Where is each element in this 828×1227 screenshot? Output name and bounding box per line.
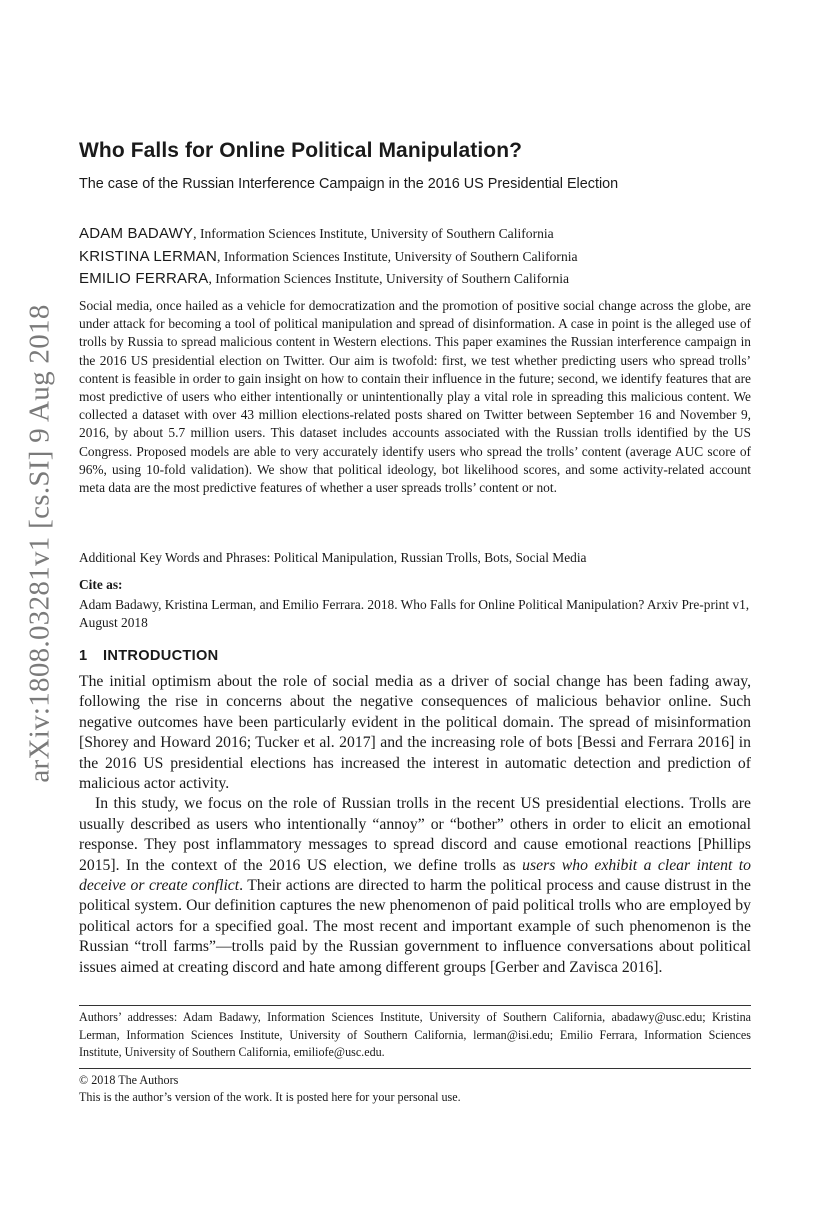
author-entry: [79, 268, 578, 291]
paper-title: Who Falls for Online Political Manipulation?: [79, 139, 523, 162]
copyright-notice: © 2018 The Authors: [79, 1073, 179, 1087]
paper-subtitle: The case of the Russian Interference Campaign in the 2016 US Presidential Election: [79, 176, 619, 192]
cite-heading: Cite as:: [79, 577, 123, 592]
intro-text: In this study, we focus on the role of Russian trolls in the recent US presidential elections. Trolls are usually described as users who intentionally “annoy” or “bother” others in order to elicit an emotional response. They post inflammatory messages to spread discord and cause emotional reactions [Phillips 2015]. In the context of the 2016 US election, we define trolls as: [79, 795, 751, 874]
copyright-divider: [79, 1068, 751, 1069]
footnote-divider: [79, 1005, 751, 1006]
section-title: INTRODUCTION: [103, 648, 219, 664]
abstract: Social media, once hailed as a vehicle for democratization and the promotion of positive social change across the globe, are under attack for becoming a tool of political manipulation and spread of disinformation. A case in point is the alleged use of trolls by Russia to spread malicious content in Western elections. This paper examines the Russian interference campaign in the 2016 US presidential election on Twitter. Our aim is twofold: first, we test whether predicting users who spread trolls’ content is feasible in order to gain insight on how to contain their influence in the future; second, we identify features that are most predictive of users who either intentionally or unintentionally play a vital role in spreading this malicious content. We collected a dataset with over 43 million elections-related posts shared on Twitter between September 16 and November 9, 2016, by about 5.7 million users. This dataset includes accounts associated with the Russian trolls identified by the US Congress. Proposed models are able to very accurately identify users who spread the trolls’ content (average AUC score of 96%, using 10-fold validation). We show that political ideology, bot likelihood scores, and some activity-related account meta data are the most predictive features of whether a user spreads trolls’ content or not.: [79, 298, 751, 496]
citation-text: Adam Badawy, Kristina Lerman, and Emilio Ferrara. 2018. Who Falls for Online Political Manipulation? Arxiv Pre-print v1, August 2018: [79, 597, 750, 631]
author-name: ADAM BADAWY: [79, 225, 194, 242]
trolls-definition-emphasis: users who exhibit a clear intent to deceive or create conflict: [79, 856, 751, 895]
author-affiliation: , Information Sciences Institute, University of Southern California: [208, 271, 570, 286]
introduction-body: [79, 672, 751, 978]
author-entry: [79, 223, 578, 246]
authors-addresses-footnote: Authors’ addresses: Adam Badawy, Information Sciences Institute, University of Southern California, abadawy@usc.edu; Kristina Lerman, Information Sciences Institute, University of Southern California, lerman@isi.edu; Emilio Ferrara, Information Sciences Institute, University of Southern California, emiliofe@usc.edu.: [79, 1010, 751, 1060]
intro-text: . Their actions are directed to harm the political process and cause distrust in the political system. Our definition captures the new phenomenon of paid political trolls who are employed by political actors for a specified goal. The most recent and important example of such phenomenon is the Russian “troll farms”—trolls paid by the Russian government to influence conversations about political issues aimed at creating discord and hate among different groups [Gerber and Zavisca 2016].: [79, 877, 751, 976]
author-entry: [79, 246, 578, 269]
section-heading: [79, 648, 218, 664]
author-name: KRISTINA LERMAN: [79, 247, 218, 265]
arxiv-id-text: arXiv:1808.03281v1 [cs.SI] 9 Aug 2018: [23, 303, 56, 783]
author-list: [79, 223, 578, 291]
version-note: This is the author’s version of the work. It is posted here for your personal use.: [79, 1090, 461, 1104]
intro-paragraph: The initial optimism about the role of social media as a driver of social change has been fading away, following the rise in concerns about the negative consequences of malicious behavior online. Such negative outcomes have been particularly evident in the political domain. The spread of misinformation [Shorey and Howard 2016; Tucker et al. 2017] and the increasing role of bots [Bessi and Ferrara 2016] in the 2016 US presidential elections has increased the interest in automatic detection and prediction of malicious actor activity.: [79, 673, 751, 793]
author-affiliation: , Information Sciences Institute, University of Southern California: [217, 248, 578, 264]
arxiv-identifier-stamp: [18, 258, 62, 828]
keywords: Additional Key Words and Phrases: Political Manipulation, Russian Trolls, Bots, Social Media: [79, 550, 587, 565]
section-number: 1: [79, 648, 88, 664]
author-affiliation: , Information Sciences Institute, University of Southern California: [193, 226, 554, 241]
intro-paragraph: [79, 794, 751, 978]
author-name: EMILIO FERRARA: [79, 270, 209, 287]
